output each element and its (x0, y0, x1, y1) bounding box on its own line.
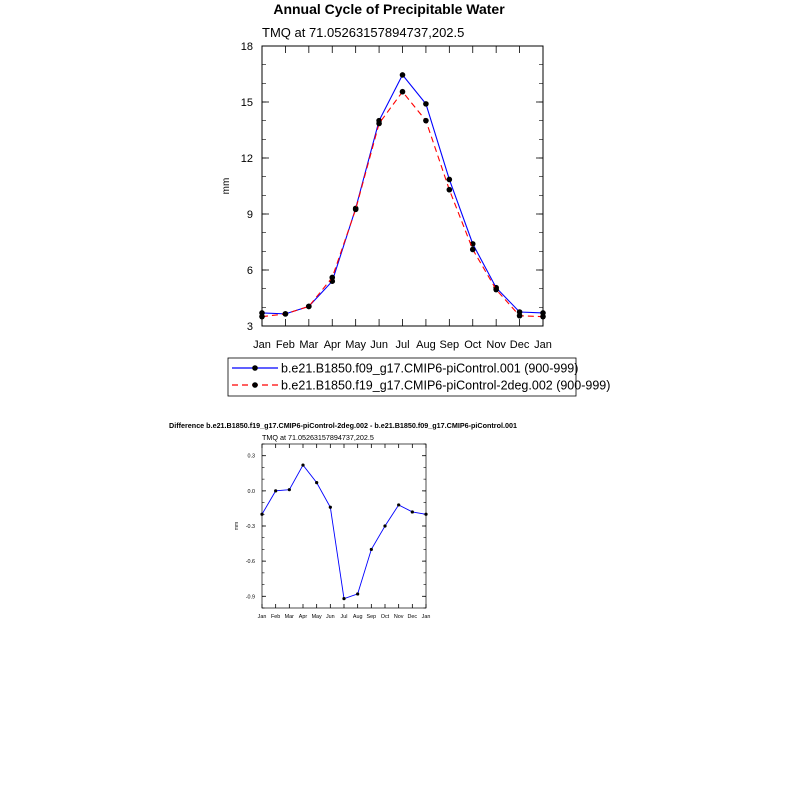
legend-label-series-2: b.e21.B1850.f19_g17.CMIP6-piControl-2deg.002 (900-999) (281, 378, 611, 393)
x-tick-label: Feb (271, 614, 281, 620)
x-tick-label: May (311, 614, 322, 620)
y-tick-label: 9 (246, 209, 253, 221)
y-tick-label: -0.6 (245, 559, 255, 566)
x-tick-label: Sep (439, 339, 460, 351)
data-point (447, 177, 453, 183)
y-tick-label: 6 (246, 265, 253, 277)
data-point (397, 503, 400, 506)
x-tick-label: Dec (407, 614, 418, 620)
data-point (493, 287, 499, 293)
y-tick-label: 15 (240, 97, 253, 109)
x-tick-label: Aug (416, 339, 436, 351)
y-tick-label: 12 (240, 153, 253, 165)
difference-chart-title: Difference b.e21.B1850.f19_g17.CMIP6-piControl-2deg.002 - b.e21.B1850.f09_g17.CMIP6-piControl.001 (169, 421, 517, 430)
difference-axes (246, 444, 431, 620)
x-tick-label: Jun (325, 614, 335, 620)
difference-chart-subtitle: TMQ at 71.05263157894737,202.5 (262, 433, 374, 442)
x-tick-label: Sep (366, 614, 377, 620)
y-tick-label: -0.3 (245, 524, 255, 530)
x-tick-label: Oct (380, 614, 390, 620)
data-point (315, 481, 318, 484)
data-point (470, 247, 476, 253)
x-tick-label: Nov (486, 339, 506, 351)
y-tick-label: 0.0 (247, 488, 255, 495)
data-point (370, 548, 373, 551)
difference-series-line (260, 463, 427, 600)
x-tick-label: Jan (253, 339, 271, 351)
legend (228, 358, 610, 396)
x-tick-label: Jan (421, 614, 431, 620)
x-tick-label: Jan (257, 614, 267, 620)
data-point (447, 187, 453, 193)
data-point (400, 72, 406, 78)
data-point (540, 314, 546, 320)
x-tick-label: Mar (299, 339, 319, 351)
x-tick-label: Apr (298, 614, 308, 620)
data-point (423, 118, 429, 124)
y-tick-label: 0.3 (247, 453, 255, 460)
chart-subtitle: TMQ at 71.05263157894737,202.5 (262, 25, 465, 40)
data-point (342, 597, 345, 600)
data-point (259, 314, 265, 320)
data-point (424, 513, 427, 516)
x-tick-label: Jun (370, 339, 388, 351)
y-axis-label: mm (221, 177, 232, 195)
x-tick-label: Nov (393, 614, 404, 620)
y-tick-label: 18 (240, 41, 253, 53)
x-tick-label: Jan (534, 339, 552, 351)
legend-label-series-1: b.e21.B1850.f09_g17.CMIP6-piControl.001 (900-999) (281, 361, 579, 376)
chart-title: Annual Cycle of Precipitable Water (273, 1, 505, 17)
data-point (423, 101, 429, 107)
x-tick-label: Aug (352, 614, 363, 620)
data-point (283, 311, 289, 317)
data-point (329, 506, 332, 509)
plot-frame (262, 46, 543, 326)
x-tick-label: Jul (395, 339, 410, 351)
x-tick-label: Dec (509, 339, 530, 351)
x-tick-label: Oct (464, 339, 482, 351)
legend-marker-series-2 (252, 382, 258, 388)
data-point (517, 313, 523, 319)
difference-chart (169, 421, 517, 620)
x-tick-label: May (345, 339, 367, 351)
main-chart (221, 1, 552, 351)
x-tick-label: Feb (275, 339, 295, 351)
data-point (329, 275, 335, 281)
data-point (260, 513, 263, 516)
series-line-1 (262, 75, 543, 314)
difference-y-axis-label: mm (234, 521, 240, 531)
legend-marker-series-1 (252, 365, 258, 371)
series-lines (259, 72, 546, 319)
data-point (383, 524, 386, 527)
x-tick-label: Jul (340, 614, 348, 620)
difference-plot-frame (262, 444, 426, 608)
data-point (400, 89, 406, 95)
data-point (353, 207, 359, 213)
x-tick-label: Apr (323, 339, 341, 351)
data-point (274, 489, 277, 492)
series-line-1 (262, 465, 426, 599)
x-tick-label: Mar (284, 614, 294, 620)
data-point (376, 121, 382, 127)
data-point (356, 592, 359, 595)
data-point (306, 304, 312, 310)
y-tick-label: 3 (246, 321, 253, 333)
series-line-2 (262, 92, 543, 317)
y-tick-label: -0.9 (245, 594, 255, 601)
data-point (301, 463, 304, 466)
data-point (411, 510, 414, 513)
data-point (288, 488, 291, 491)
